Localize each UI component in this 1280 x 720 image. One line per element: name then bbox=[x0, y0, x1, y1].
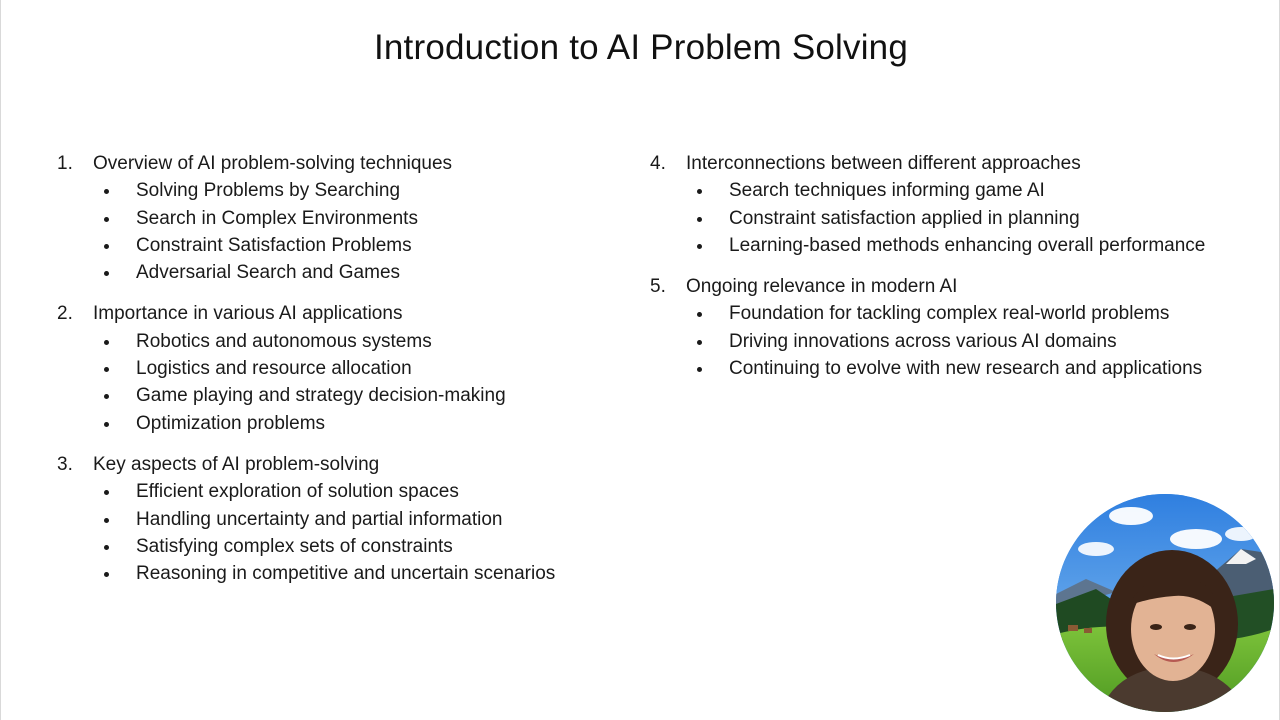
bullet-text: Robotics and autonomous systems bbox=[136, 330, 432, 352]
bullet-item bbox=[57, 177, 617, 204]
slide-title: Introduction to AI Problem Solving bbox=[373, 28, 909, 67]
bullet-text: Foundation for tackling complex real-world problems bbox=[729, 303, 1170, 325]
webcam-scene bbox=[1056, 494, 1274, 712]
section-title: Interconnections between different approaches bbox=[686, 153, 1081, 174]
bullet-dot-icon bbox=[697, 340, 702, 345]
bullet-dot-icon bbox=[697, 312, 702, 317]
section-5 bbox=[650, 273, 1250, 382]
right-column bbox=[650, 150, 1250, 396]
section-title: Ongoing relevance in modern AI bbox=[686, 276, 958, 298]
bullet-item bbox=[57, 232, 617, 259]
section-number: 3. bbox=[57, 453, 73, 475]
bullet-dot-icon bbox=[104, 189, 109, 194]
bullet-dot-icon bbox=[104, 394, 109, 399]
bullet-dot-icon bbox=[104, 572, 109, 577]
section-4 bbox=[650, 150, 1250, 259]
bullet-text: Efficient exploration of solution spaces bbox=[136, 481, 459, 503]
bullet-dot-icon bbox=[104, 545, 109, 550]
bullet-dot-icon bbox=[104, 217, 109, 222]
bullet-item bbox=[57, 355, 617, 382]
bullet-dot-icon bbox=[697, 244, 702, 249]
section-heading bbox=[650, 273, 1250, 300]
bullet-text: Learning-based methods enhancing overall performance bbox=[729, 234, 1206, 256]
bullet-text: Continuing to evolve with new research and applications bbox=[729, 358, 1203, 380]
bullet-text: Constraint Satisfaction Problems bbox=[136, 234, 412, 256]
bullet-text: Search techniques informing game AI bbox=[729, 180, 1045, 202]
bullet-dot-icon bbox=[697, 367, 702, 372]
bullet-text: Handling uncertainty and partial information bbox=[136, 508, 503, 530]
section-title: Overview of AI problem-solving techniques bbox=[93, 153, 453, 174]
section-number: 4. bbox=[650, 153, 666, 174]
bullet-list bbox=[650, 177, 1250, 259]
section-title: Key aspects of AI problem-solving bbox=[93, 453, 380, 475]
bullet-dot-icon bbox=[697, 217, 702, 222]
section-title: Importance in various AI applications bbox=[93, 303, 403, 325]
bullet-item bbox=[57, 410, 617, 437]
bullet-text: Search in Complex Environments bbox=[136, 207, 418, 229]
bullet-dot-icon bbox=[104, 271, 109, 276]
bullet-item bbox=[650, 232, 1250, 259]
bullet-text: Driving innovations across various AI domains bbox=[729, 330, 1117, 352]
bullet-dot-icon bbox=[104, 518, 109, 523]
section-heading bbox=[57, 300, 617, 327]
bullet-item bbox=[57, 382, 617, 409]
presenter-webcam-icon bbox=[1056, 494, 1274, 712]
section-1 bbox=[57, 150, 617, 286]
section-number: 2. bbox=[57, 303, 73, 325]
bullet-item bbox=[650, 328, 1250, 355]
bullet-list bbox=[57, 478, 617, 587]
bullet-item bbox=[650, 177, 1250, 204]
bullet-dot-icon bbox=[104, 340, 109, 345]
bullet-item bbox=[57, 478, 617, 505]
bullet-item bbox=[57, 328, 617, 355]
bullet-item bbox=[57, 259, 617, 286]
bullet-text: Satisfying complex sets of constraints bbox=[136, 535, 453, 557]
section-3 bbox=[57, 451, 617, 587]
bullet-item bbox=[650, 205, 1250, 232]
bullet-dot-icon bbox=[104, 490, 109, 495]
section-heading bbox=[650, 150, 1250, 177]
section-number: 5. bbox=[650, 276, 666, 298]
bullet-item bbox=[57, 533, 617, 560]
bullet-item bbox=[650, 355, 1250, 382]
section-heading bbox=[57, 451, 617, 478]
bullet-item bbox=[57, 506, 617, 533]
left-column bbox=[57, 150, 617, 601]
bullet-dot-icon bbox=[104, 244, 109, 249]
bullet-dot-icon bbox=[104, 367, 109, 372]
bullet-dot-icon bbox=[104, 422, 109, 427]
bullet-list bbox=[650, 300, 1250, 382]
section-number: 1. bbox=[57, 153, 73, 174]
bullet-text: Adversarial Search and Games bbox=[136, 262, 401, 284]
bullet-text: Optimization problems bbox=[136, 412, 326, 434]
bullet-item bbox=[57, 560, 617, 587]
bullet-text: Solving Problems by Searching bbox=[136, 180, 401, 202]
bullet-text: Logistics and resource allocation bbox=[136, 358, 412, 380]
bullet-text: Constraint satisfaction applied in planning bbox=[729, 207, 1080, 229]
section-2 bbox=[57, 300, 617, 436]
bullet-list bbox=[57, 177, 617, 286]
bullet-list bbox=[57, 328, 617, 437]
bullet-text: Game playing and strategy decision-making bbox=[136, 385, 506, 407]
bullet-item bbox=[650, 300, 1250, 327]
bullet-dot-icon bbox=[697, 189, 702, 194]
bullet-text: Reasoning in competitive and uncertain scenarios bbox=[136, 563, 556, 585]
bullet-item bbox=[57, 205, 617, 232]
section-heading bbox=[57, 150, 617, 177]
